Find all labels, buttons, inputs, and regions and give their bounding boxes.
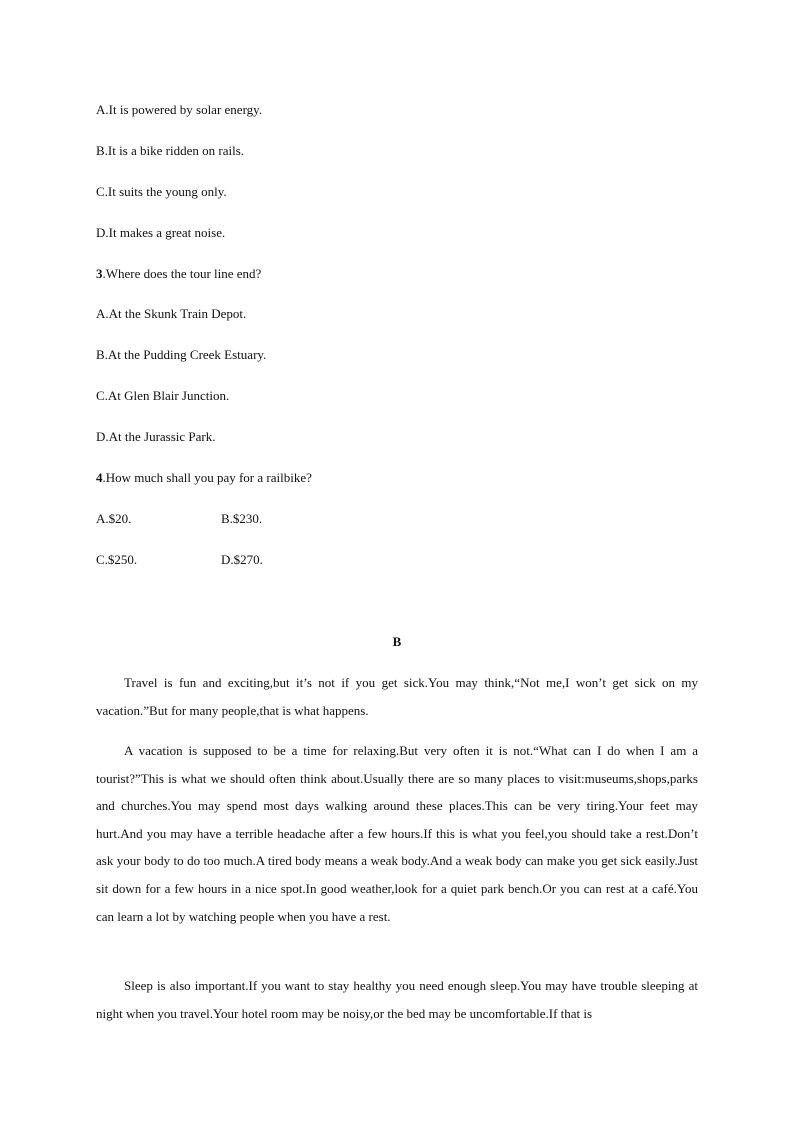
paragraph-1: Travel is fun and exciting,but it’s not if you get sick.You may think,“Not me,I won’t get sick on my vacation.”But for many people,that is what happens. bbox=[96, 675, 698, 718]
q3-option-a: A.At the Skunk Train Depot. bbox=[96, 306, 247, 321]
q4-option-a: A.$20. bbox=[96, 511, 132, 526]
q3-question bbox=[96, 265, 261, 283]
paragraph-2: A vacation is supposed to be a time for relaxing.But very often it is not.“What can I do when I am a tourist?”This is what we should often think about.Usually there are so many places to visit:museums,shops,parks and churches.You may spend most days walking around these places.This can be very tiring.Your feet may hurt.And you may have a terrible headache after a few hours.If this is what you feel,you should take a rest.Don’t ask your body to do too much.A tired body means a weak body.And a weak body can make you get sick easily.Just sit down for a few hours in a nice spot.In good weather,look for a quiet park bench.Or you can rest at a café.You can learn a lot by watching people when you have a rest. bbox=[96, 743, 698, 924]
paragraph-3: Sleep is also important.If you want to stay healthy you need enough sleep.You may have trouble sleeping at night when you travel.Your hotel room may be noisy,or the bed may be uncomfortable.If that is bbox=[96, 978, 698, 1021]
q2-option-a: A.It is powered by solar energy. bbox=[96, 102, 263, 117]
q4-option-c: C.$250. bbox=[96, 552, 138, 567]
q4-option-b: B.$230. bbox=[221, 511, 263, 526]
section-title: B bbox=[392, 634, 402, 649]
q4-question bbox=[96, 469, 312, 487]
q3-number: 3 bbox=[96, 266, 103, 281]
q3-option-c: C.At Glen Blair Junction. bbox=[96, 388, 230, 403]
q3-option-b: B.At the Pudding Creek Estuary. bbox=[96, 347, 267, 362]
q2-option-c: C.It suits the young only. bbox=[96, 184, 227, 199]
q2-option-b: B.It is a bike ridden on rails. bbox=[96, 143, 245, 158]
q3-option-d: D.At the Jurassic Park. bbox=[96, 429, 216, 444]
q4-number: 4 bbox=[96, 470, 103, 485]
q3-text: .Where does the tour line end? bbox=[102, 266, 262, 281]
q2-option-d: D.It makes a great noise. bbox=[96, 225, 226, 240]
q4-option-d: D.$270. bbox=[221, 552, 263, 567]
q4-text: .How much shall you pay for a railbike? bbox=[102, 470, 312, 485]
